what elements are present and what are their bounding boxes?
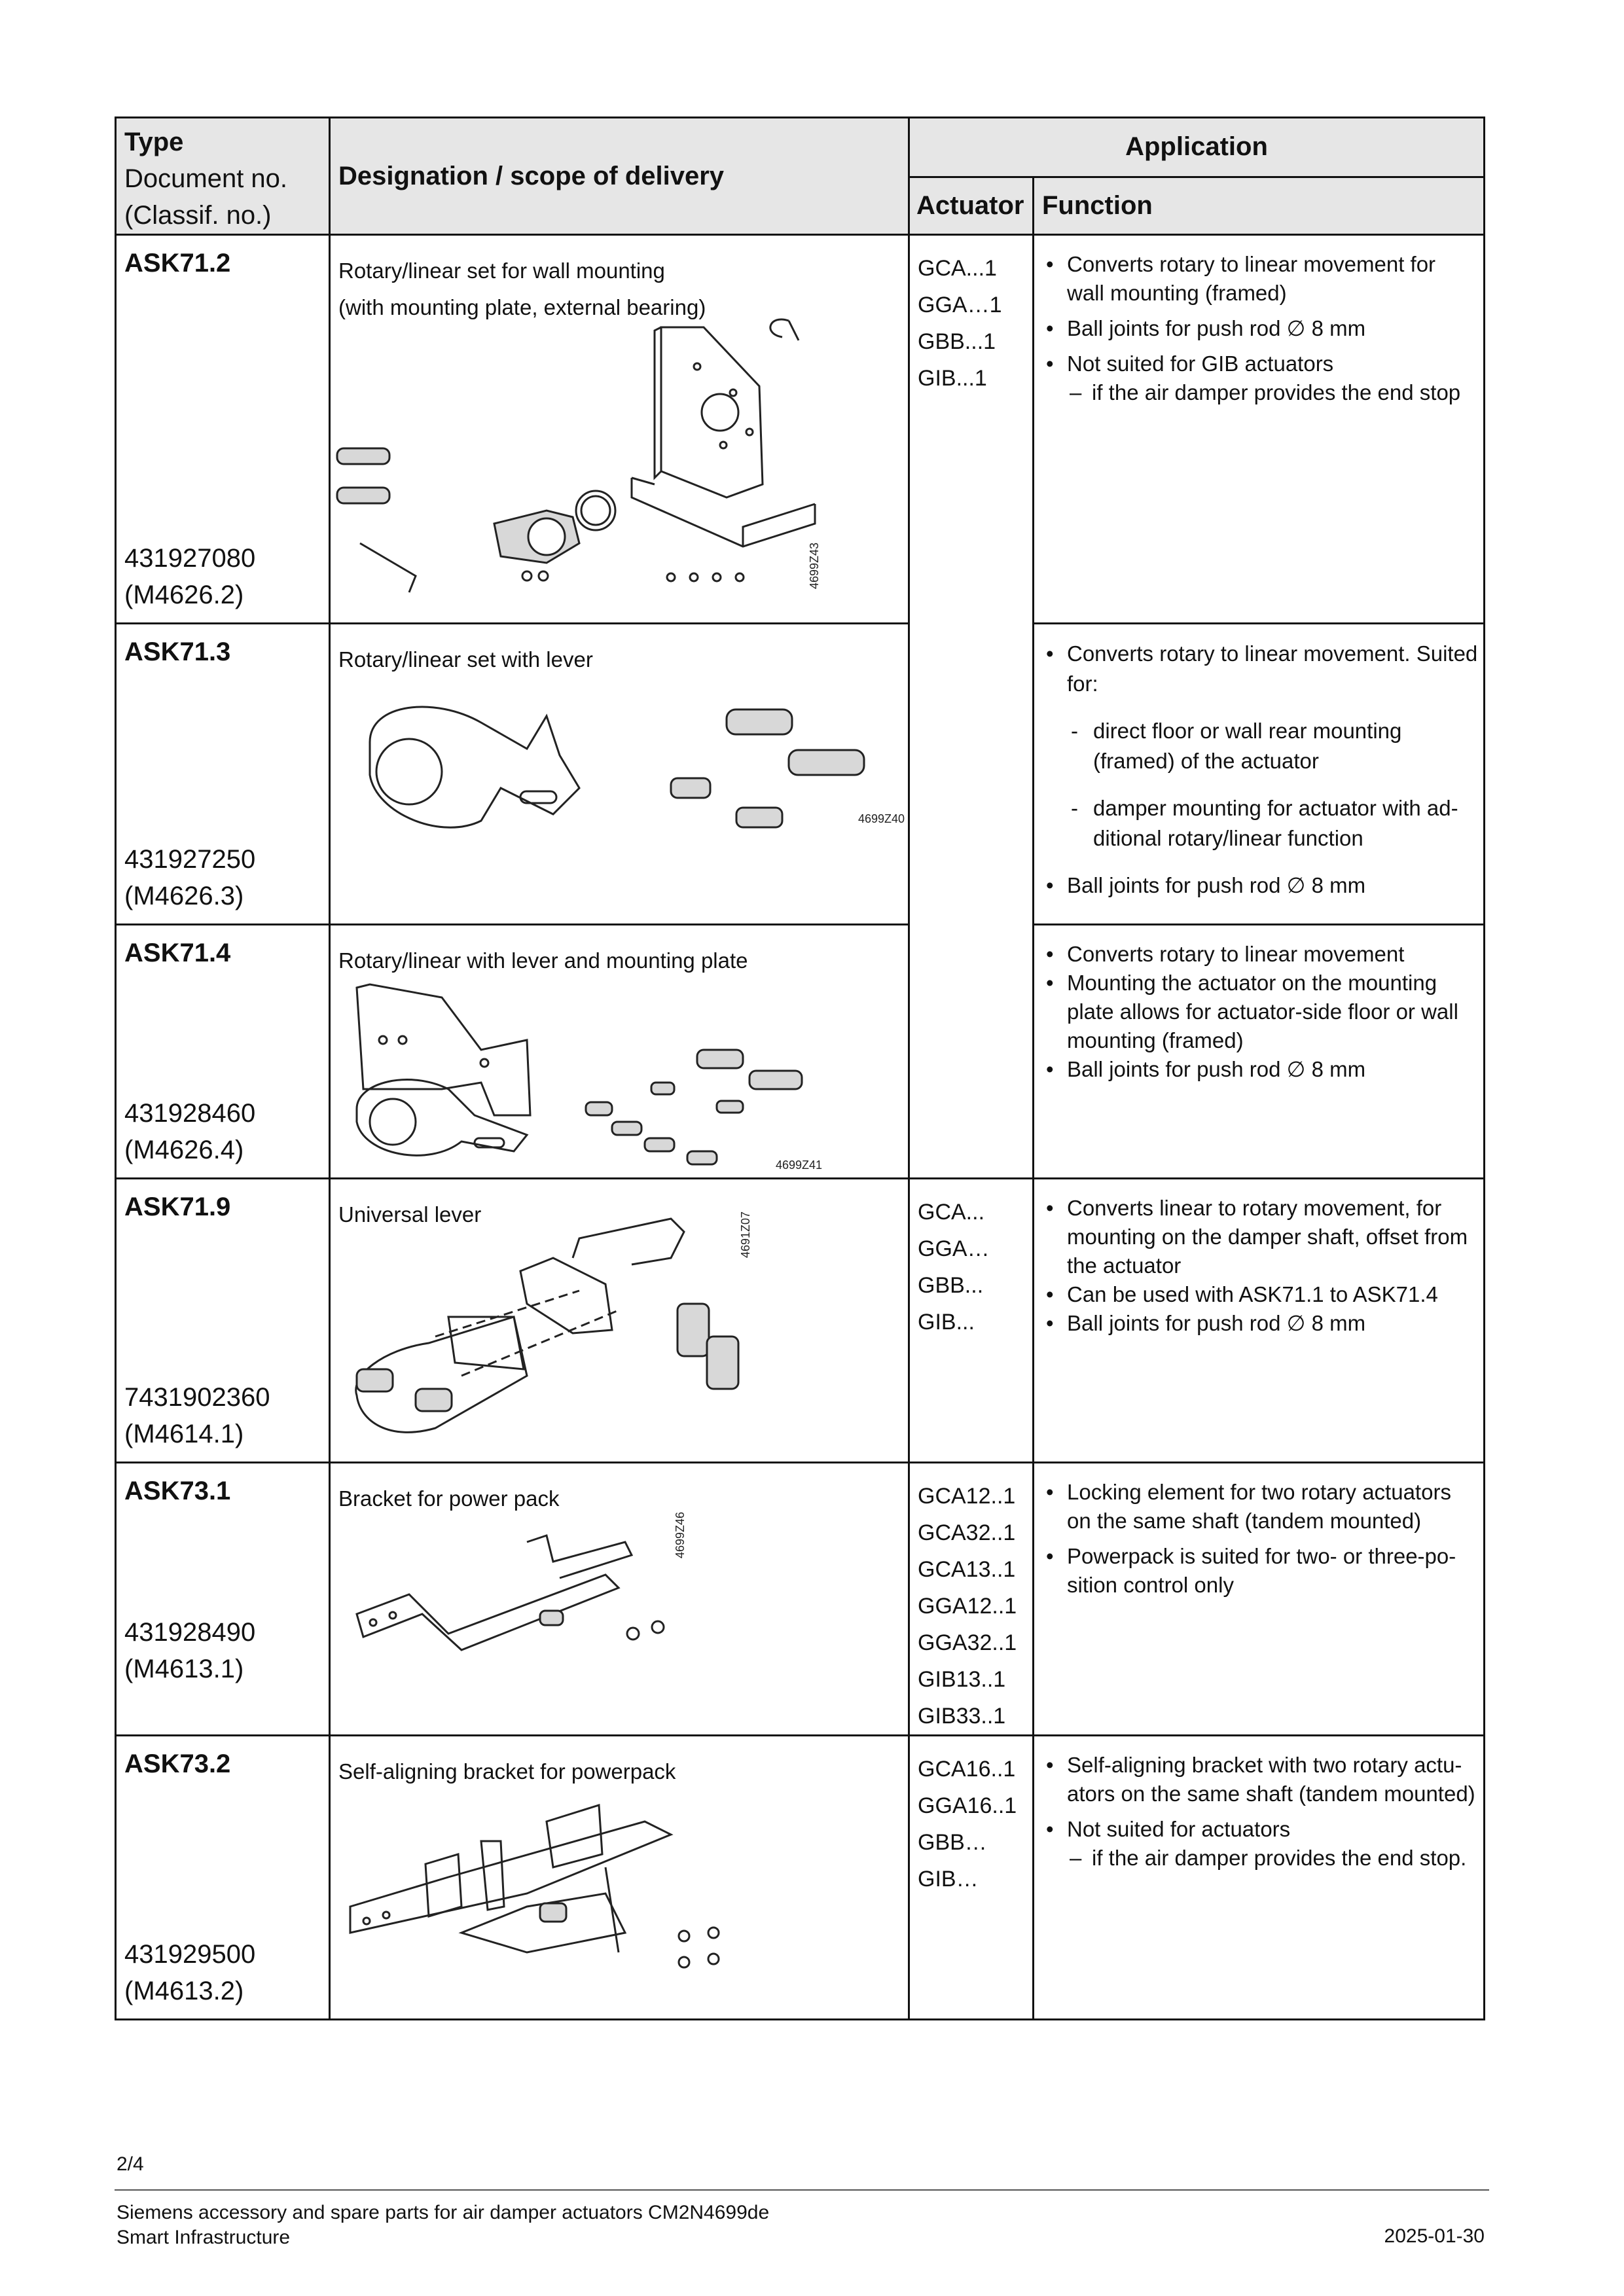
doc-no: 431927080 bbox=[124, 544, 256, 573]
doc-no: 431929500 bbox=[124, 1940, 256, 1969]
document-number bbox=[124, 1614, 255, 1687]
type-cell bbox=[116, 235, 330, 624]
function-cell bbox=[1034, 925, 1485, 1179]
type-name: ASK71.3 bbox=[124, 637, 231, 666]
page-number: 2/4 bbox=[117, 2153, 144, 2175]
self-aligning-bracket-drawing bbox=[331, 1736, 910, 2020]
designation-line: Self-aligning bracket for powerpack bbox=[338, 1759, 676, 1784]
function-bullet: • Not suited for actuators bbox=[1042, 1815, 1478, 1844]
header-type-label: Type bbox=[124, 128, 184, 156]
type-name: ASK73.2 bbox=[124, 1749, 231, 1778]
doc-no: 431928460 bbox=[124, 1099, 256, 1128]
header-docno-label: Document no. bbox=[124, 164, 288, 193]
actuator-item: GBB… bbox=[918, 1830, 987, 1855]
actuator-item: GGA… bbox=[918, 1236, 990, 1261]
header-function bbox=[1034, 177, 1485, 234]
designation-line: Bracket for power pack bbox=[338, 1486, 560, 1511]
classif-no: (M4614.1) bbox=[124, 1420, 244, 1448]
drawing-code: 4699Z40 bbox=[858, 812, 905, 825]
document-number bbox=[124, 1095, 255, 1168]
footer-text bbox=[117, 2200, 769, 2250]
function-cell bbox=[1034, 235, 1485, 624]
document-number bbox=[124, 540, 255, 613]
power-pack-bracket-drawing bbox=[331, 1463, 910, 1725]
actuator-cell bbox=[909, 1463, 1034, 1736]
actuator-item: GIB...1 bbox=[918, 366, 987, 391]
header-designation bbox=[330, 118, 909, 235]
mounting-set-drawing bbox=[331, 236, 910, 624]
header-classif-label: (Classif. no.) bbox=[124, 201, 272, 230]
function-bullet: • Converts rotary to linear movement for wall mounting (framed) bbox=[1042, 250, 1478, 308]
actuator-item: GCA13..1 bbox=[918, 1557, 1016, 1582]
function-bullet: • Converts rotary to linear movement. Suited for: bbox=[1042, 639, 1478, 699]
function-subitem: - damper mounting for actuator with ad-ditional rotary/linear function bbox=[1067, 793, 1478, 853]
designation-line: (with mounting plate, external bearing) bbox=[338, 295, 706, 319]
designation-cell bbox=[330, 925, 909, 1179]
type-cell bbox=[116, 925, 330, 1179]
function-bullet: • Powerpack is suited for two- or three-po-sition control only bbox=[1042, 1542, 1478, 1600]
footer-date: 2025-01-30 bbox=[1384, 2225, 1485, 2247]
actuator-item: GCA...1 bbox=[918, 256, 997, 281]
document-number bbox=[124, 1936, 255, 2009]
table-row bbox=[116, 1463, 1485, 1736]
function-bullet: • Ball joints for push rod ∅ 8 mm bbox=[1042, 1055, 1478, 1084]
classif-no: (M4626.4) bbox=[124, 1136, 244, 1164]
designation-cell bbox=[330, 1463, 909, 1736]
designation-line: Universal lever bbox=[338, 1202, 482, 1227]
footer-title: Siemens accessory and spare parts for air damper actuators CM2N4699de bbox=[117, 2202, 770, 2223]
function-bullet: • Ball joints for push rod ∅ 8 mm bbox=[1042, 1309, 1478, 1338]
header-actuator-label: Actuator bbox=[916, 190, 1024, 220]
designation-cell bbox=[330, 1736, 909, 2020]
function-cell bbox=[1034, 1736, 1485, 2020]
actuator-item: GBB... bbox=[918, 1273, 984, 1298]
universal-lever-drawing bbox=[331, 1179, 910, 1463]
header-function-label: Function bbox=[1042, 190, 1153, 220]
accessories-table bbox=[115, 117, 1485, 2020]
drawing-code: 4699Z41 bbox=[776, 1158, 823, 1172]
function-cell bbox=[1034, 1179, 1485, 1463]
classif-no: (M4613.2) bbox=[124, 1977, 244, 2005]
function-bullet: • Mounting the actuator on the mounting plate allows for actuator-side floor or wall mounting (framed) bbox=[1042, 969, 1478, 1055]
designation-cell bbox=[330, 1179, 909, 1463]
actuator-item: GCA32..1 bbox=[918, 1520, 1016, 1545]
table-row bbox=[116, 624, 1485, 925]
actuator-item: GIB13..1 bbox=[918, 1667, 1006, 1692]
type-name: ASK71.9 bbox=[124, 1193, 231, 1221]
table-row bbox=[116, 1179, 1485, 1463]
doc-no: 7431902360 bbox=[124, 1383, 270, 1412]
footer-divider bbox=[115, 2189, 1489, 2191]
header-application bbox=[909, 118, 1485, 177]
type-cell bbox=[116, 1179, 330, 1463]
type-name: ASK73.1 bbox=[124, 1477, 231, 1505]
classif-no: (M4626.3) bbox=[124, 882, 244, 910]
function-cell bbox=[1034, 624, 1485, 925]
actuator-item: GGA…1 bbox=[918, 293, 1002, 317]
function-subitem: – if the air damper provides the end stop. bbox=[1067, 1844, 1478, 1873]
type-cell bbox=[116, 624, 330, 925]
drawing-code: 4699Z43 bbox=[808, 542, 821, 589]
header-application-label: Application bbox=[1125, 132, 1268, 162]
actuator-item: GBB...1 bbox=[918, 329, 996, 354]
designation-line: Rotary/linear set for wall mounting bbox=[338, 259, 665, 283]
actuator-item: GIB… bbox=[918, 1867, 979, 1892]
lever-set-drawing bbox=[331, 624, 910, 925]
function-cell bbox=[1034, 1463, 1485, 1736]
function-bullet: • Ball joints for push rod ∅ 8 mm bbox=[1042, 870, 1478, 901]
type-cell bbox=[116, 1463, 330, 1736]
classif-no: (M4626.2) bbox=[124, 581, 244, 609]
actuator-item: GGA12..1 bbox=[918, 1594, 1017, 1619]
doc-no: 431928490 bbox=[124, 1618, 256, 1647]
function-bullet: • Not suited for GIB actuators bbox=[1042, 350, 1478, 378]
function-bullet: • Converts rotary to linear movement bbox=[1042, 940, 1478, 969]
designation-line: Rotary/linear with lever and mounting plate bbox=[338, 948, 748, 973]
designation-cell bbox=[330, 235, 909, 624]
actuator-item: GCA16..1 bbox=[918, 1757, 1016, 1782]
table-row bbox=[116, 925, 1485, 1179]
type-name: ASK71.4 bbox=[124, 939, 231, 967]
actuator-cell bbox=[909, 235, 1034, 1179]
actuator-item: GCA12..1 bbox=[918, 1484, 1016, 1509]
classif-no: (M4613.1) bbox=[124, 1655, 244, 1683]
function-bullet: • Converts linear to rotary movement, for mounting on the damper shaft, offset from the actuator bbox=[1042, 1194, 1478, 1280]
footer-company: Smart Infrastructure bbox=[117, 2227, 291, 2248]
actuator-item: GIB... bbox=[918, 1310, 975, 1335]
function-bullet: • Can be used with ASK71.1 to ASK71.4 bbox=[1042, 1280, 1478, 1309]
designation-cell bbox=[330, 624, 909, 925]
function-bullet: • Locking element for two rotary actuators on the same shaft (tandem mounted) bbox=[1042, 1478, 1478, 1535]
function-bullet: • Ball joints for push rod ∅ 8 mm bbox=[1042, 314, 1478, 343]
actuator-cell bbox=[909, 1179, 1034, 1463]
document-number bbox=[124, 841, 255, 914]
header-actuator bbox=[909, 177, 1034, 234]
header-designation-label: Designation / scope of delivery bbox=[338, 161, 725, 190]
function-bullet: • Self-aligning bracket with two rotary actu-ators on the same shaft (tandem mounted) bbox=[1042, 1751, 1478, 1808]
type-cell bbox=[116, 1736, 330, 2020]
drawing-code: 4699Z46 bbox=[674, 1511, 687, 1558]
function-subitem: - direct floor or wall rear mounting (framed) of the actuator bbox=[1067, 716, 1478, 776]
function-subitem: – if the air damper provides the end stop bbox=[1067, 378, 1478, 407]
type-name: ASK71.2 bbox=[124, 249, 231, 278]
actuator-cell bbox=[909, 1736, 1034, 2020]
designation-line: Rotary/linear set with lever bbox=[338, 647, 593, 672]
actuator-item: GGA32..1 bbox=[918, 1630, 1017, 1655]
doc-no: 431927250 bbox=[124, 845, 256, 874]
table-row bbox=[116, 235, 1485, 624]
document-number bbox=[124, 1379, 270, 1452]
actuator-item: GGA16..1 bbox=[918, 1793, 1017, 1818]
drawing-code: 4691Z07 bbox=[739, 1211, 752, 1258]
header-type bbox=[116, 118, 330, 235]
actuator-item: GIB33..1 bbox=[918, 1704, 1006, 1729]
actuator-item: GCA... bbox=[918, 1200, 985, 1225]
table-row bbox=[116, 1736, 1485, 2020]
lever-plate-drawing bbox=[331, 925, 910, 1179]
